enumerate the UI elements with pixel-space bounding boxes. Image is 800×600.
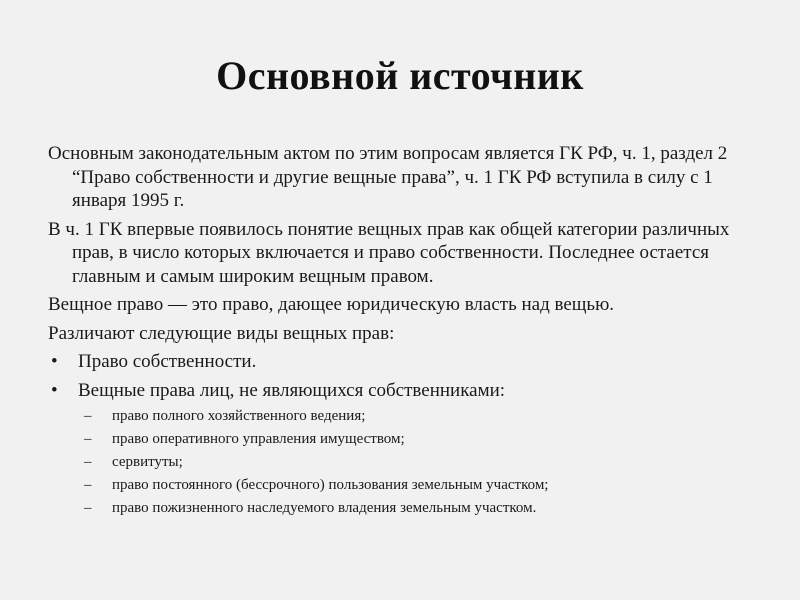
sub-item	[48, 476, 760, 495]
dash-marker: –	[84, 431, 92, 447]
bullet-list	[48, 350, 760, 402]
dash-marker: –	[84, 477, 92, 493]
bullet-item	[48, 350, 760, 374]
dash-marker: –	[84, 408, 92, 424]
sub-item-text: право постоянного (бессрочного) пользования земельным участком;	[112, 477, 549, 493]
slide-content	[48, 142, 760, 522]
bullet-marker: •	[51, 379, 58, 401]
dash-marker: –	[84, 454, 92, 470]
bullet-text: Вещные права лиц, не являющихся собственниками:	[78, 379, 506, 401]
paragraph-real-rights-concept: В ч. 1 ГК впервые появилось понятие вещных прав как общей категории различных прав, в число которых включается и право собственности. Последнее остается главным и самым широким вещным правом.	[48, 218, 730, 287]
paragraph-kinds-intro: Различают следующие виды вещных прав:	[48, 322, 395, 344]
sub-item	[48, 499, 760, 518]
bullet-marker: •	[51, 351, 58, 372]
sub-item-text: право полного хозяйственного ведения;	[112, 408, 366, 424]
sub-item-text: право пожизненного наследуемого владения земельным участком.	[112, 500, 537, 516]
dash-marker: –	[84, 500, 92, 516]
sub-list	[48, 407, 760, 518]
paragraph-main-source: Основным законодательным актом по этим вопросам является ГК РФ, ч. 1, раздел 2 “Право собственности и другие вещные права”, ч. 1 ГК РФ вступила в силу с 1 января 1995 г.	[48, 143, 728, 211]
paragraph-real-right-definition: Вещное право — это право, дающее юридическую власть над вещью.	[48, 294, 615, 315]
bullet-item	[48, 379, 760, 403]
bullet-text: Право собственности.	[78, 351, 257, 372]
sub-item	[48, 453, 760, 472]
sub-item	[48, 430, 760, 449]
slide-title: Основной источник	[216, 53, 584, 98]
sub-item-text: сервитуты;	[112, 454, 183, 470]
sub-item	[48, 407, 760, 426]
sub-item-text: право оперативного управления имуществом;	[112, 431, 405, 447]
